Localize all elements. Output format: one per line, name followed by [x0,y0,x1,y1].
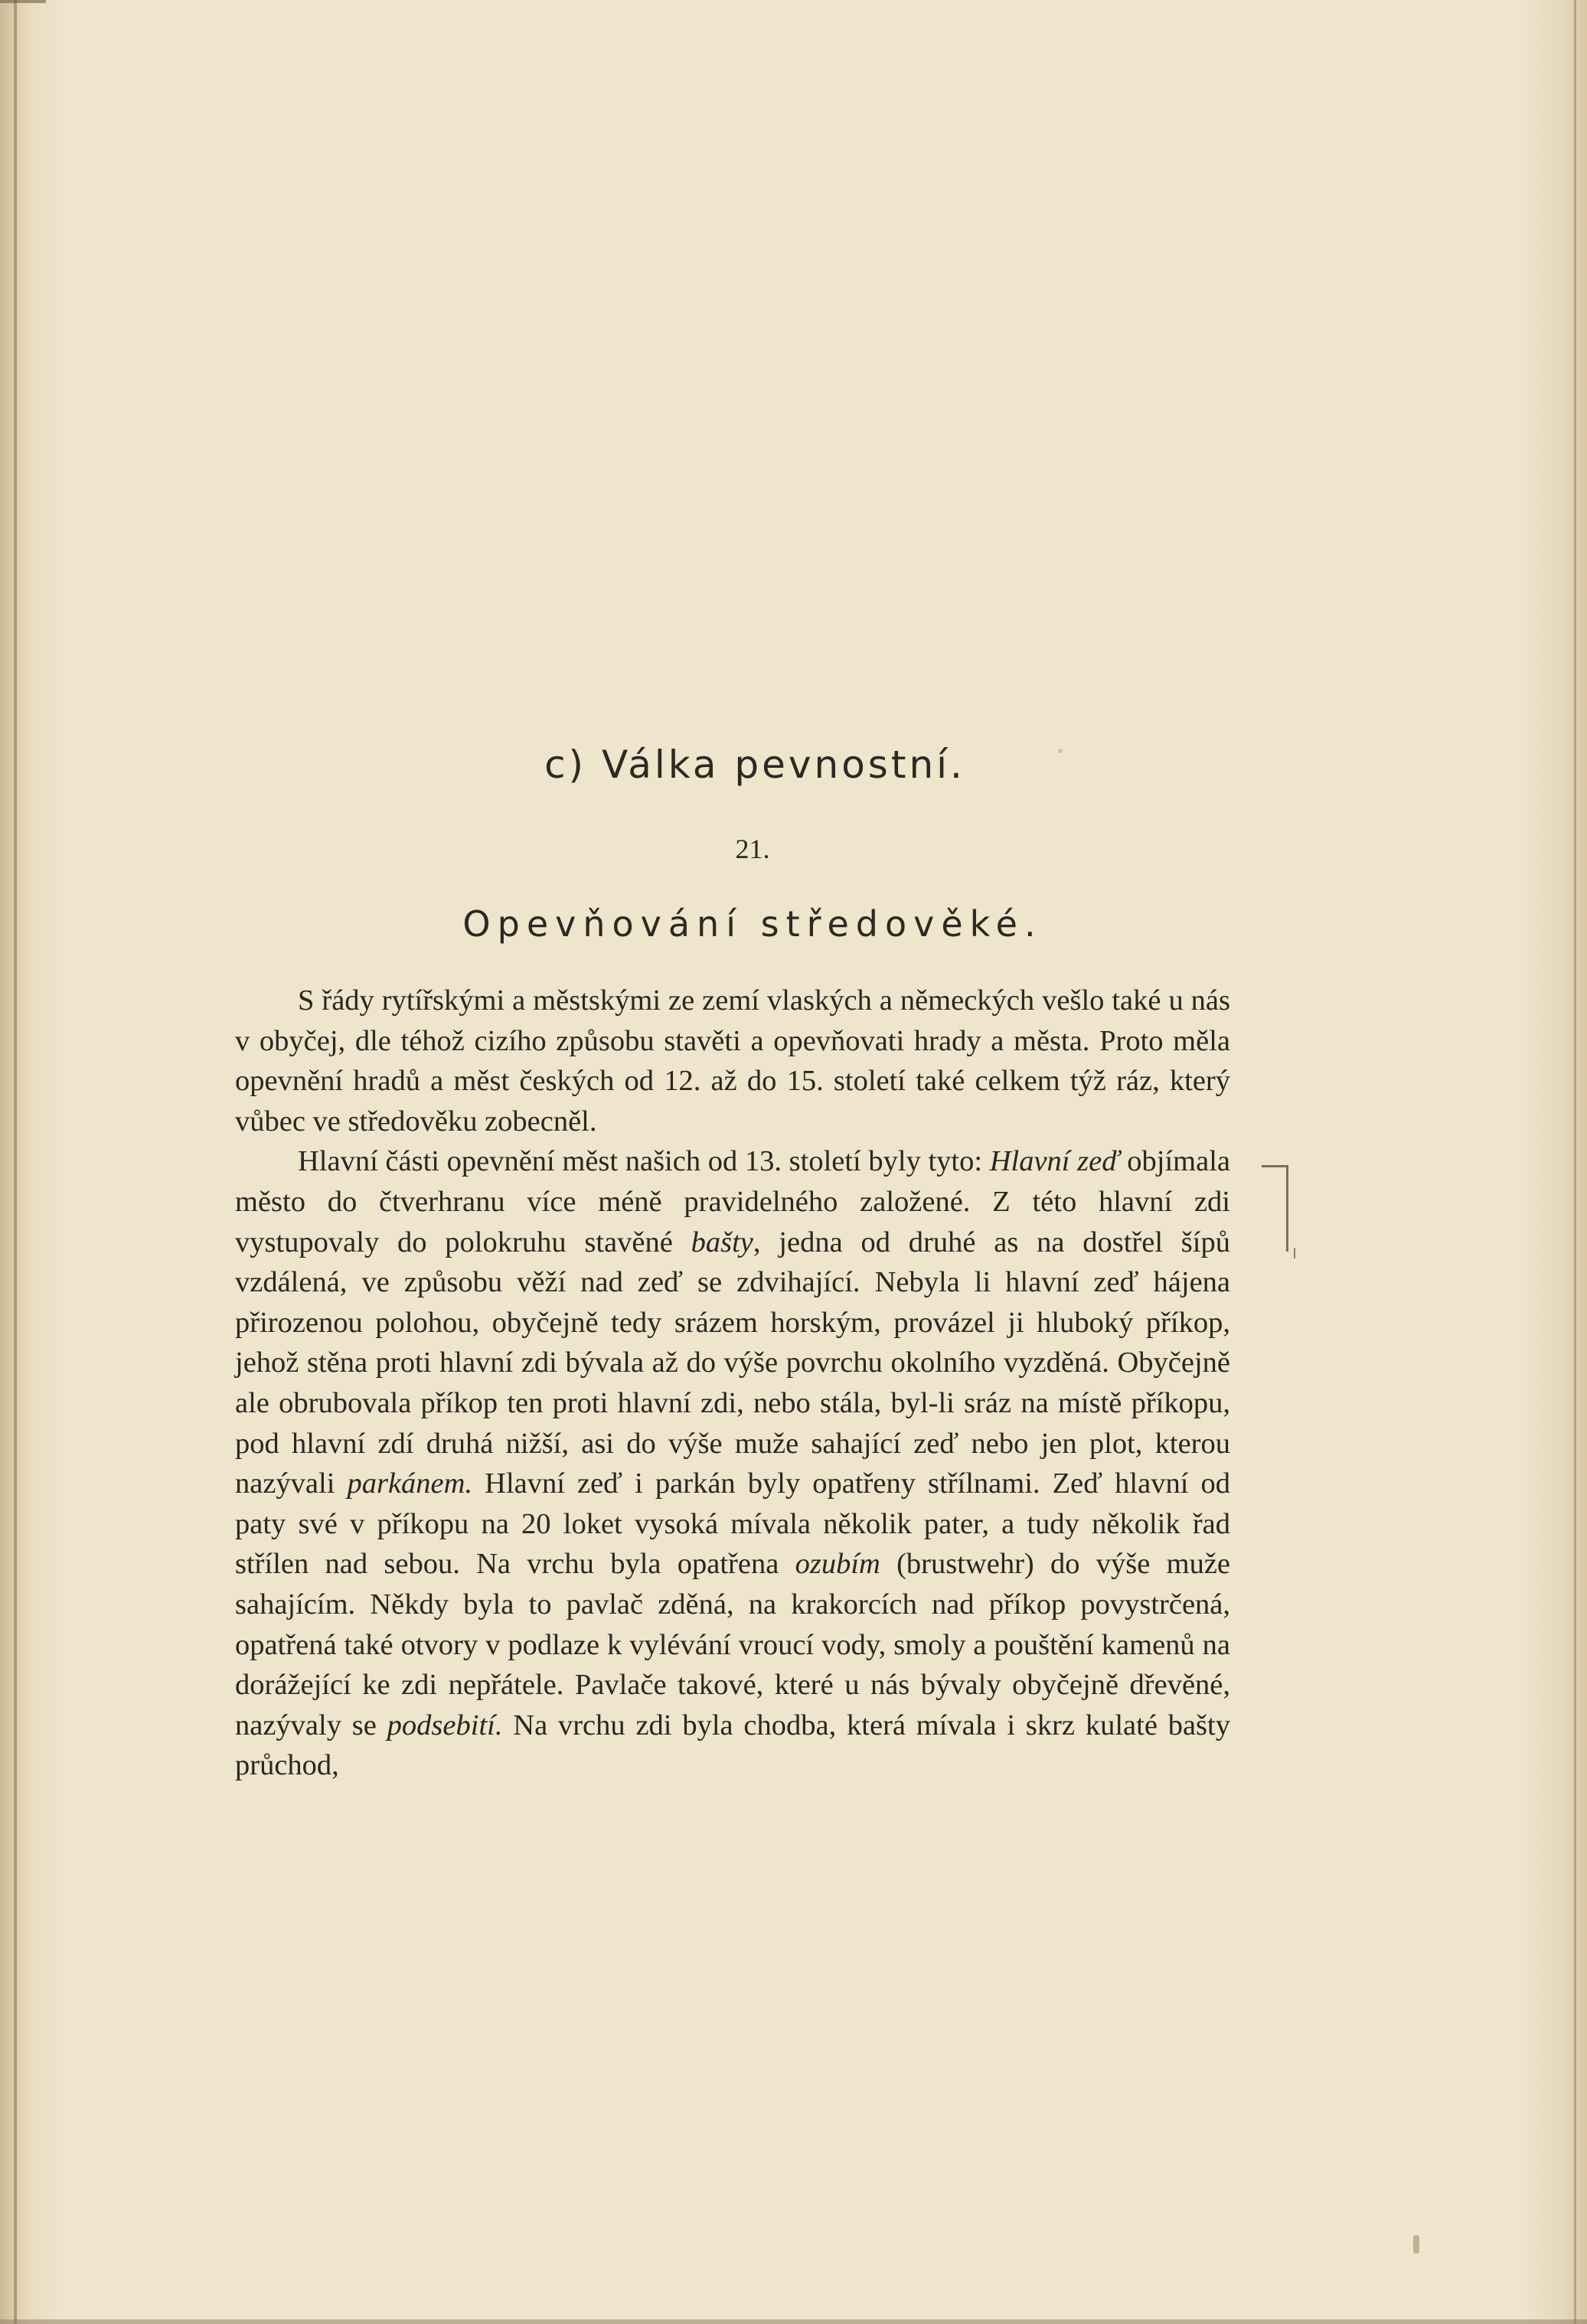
body-text [235,981,1230,1786]
text-run: Hlavní části opevnění měst našich od 13. století byly tyto: [298,1145,990,1178]
page-bottom-edge [0,2319,1587,2324]
term-parkan: parkánem. [347,1467,473,1500]
paper-stain [1413,2235,1419,2254]
paragraph-2 [235,1141,1230,1786]
text-run: (brustwehr) do výše muže sahajícím. Někdy byla to pavlač zděná, na krakorcích nad příkop povystrčená, opatřená také otvory v podlaze k vylévání vroucí vody, smoly a pouštění kamenů na dorážející ke zdi nepřátele. Pavlače takové, které u nás bývaly obyčejně dřevěné, nazývaly se [235,1548,1230,1741]
text-run: S řády rytířskými a městskými ze zemí vlaských a německých vešlo také u nás v obyčej, dle téhož cizího způsobu stavěti a opevňovati hrady a města. Proto měla opevnění hradů a měst českých od 12. až do 15. století také celkem týž ráz, který vůbec ve středověku zobecněl. [235,984,1230,1138]
page-right-edge [1574,0,1576,2324]
term-podsebiti: podsebití. [387,1709,503,1741]
section-heading: c) Válka pevnostní. [544,743,965,787]
chapter-title: Opevňování středověké. [462,903,1043,945]
margin-tick-mark [1294,1248,1295,1258]
text-run: objímala město do čtverhranu více méně pravidelného založené. Z této hlavní zdi vystupovaly do polokruhu stavěné [235,1145,1230,1258]
section-number: 21. [735,834,770,864]
margin-bracket-mark [1262,1165,1288,1252]
text-run: , jedna od druhé as na dostřel šípů vzdálená, ve způsobu věží nad zeď se zdvihající. Nebyla li hlavní zeď hájena přirozenou polohou, obyčejně tedy srázem horským, provázel ji hluboký příkop, jehož stěna proti hlavní zdi bývala až do výše povrchu okolního vyzděná. Obyčejně ale obrubovala příkop ten proti hlavní zdi, nebo stála, byl-li sráz na místě příkopu, pod hlavní zdí druhá nižší, asi do výše muže sahající zeď nebo jen plot, kterou nazývali [235,1226,1230,1500]
text-run: Na vrchu zdi byla chodba, která mívala i skrz kulaté bašty průchod, [235,1709,1230,1782]
binding-top-mark [0,0,46,3]
binding-edge [14,0,17,2324]
term-basty: bašty [691,1226,753,1258]
term-ozubi: ozubím [795,1548,880,1581]
text-run: Hlavní zeď i parkán byly opatřeny střílnami. Zeď hlavní od paty své v příkopu na 20 loket vysoká mívala několik pater, a tudy několik řad střílen nad sebou. Na vrchu byla opatřena [235,1467,1230,1581]
paragraph-1 [235,981,1230,1141]
term-hlavni-zed: Hlavní zeď [989,1145,1120,1178]
